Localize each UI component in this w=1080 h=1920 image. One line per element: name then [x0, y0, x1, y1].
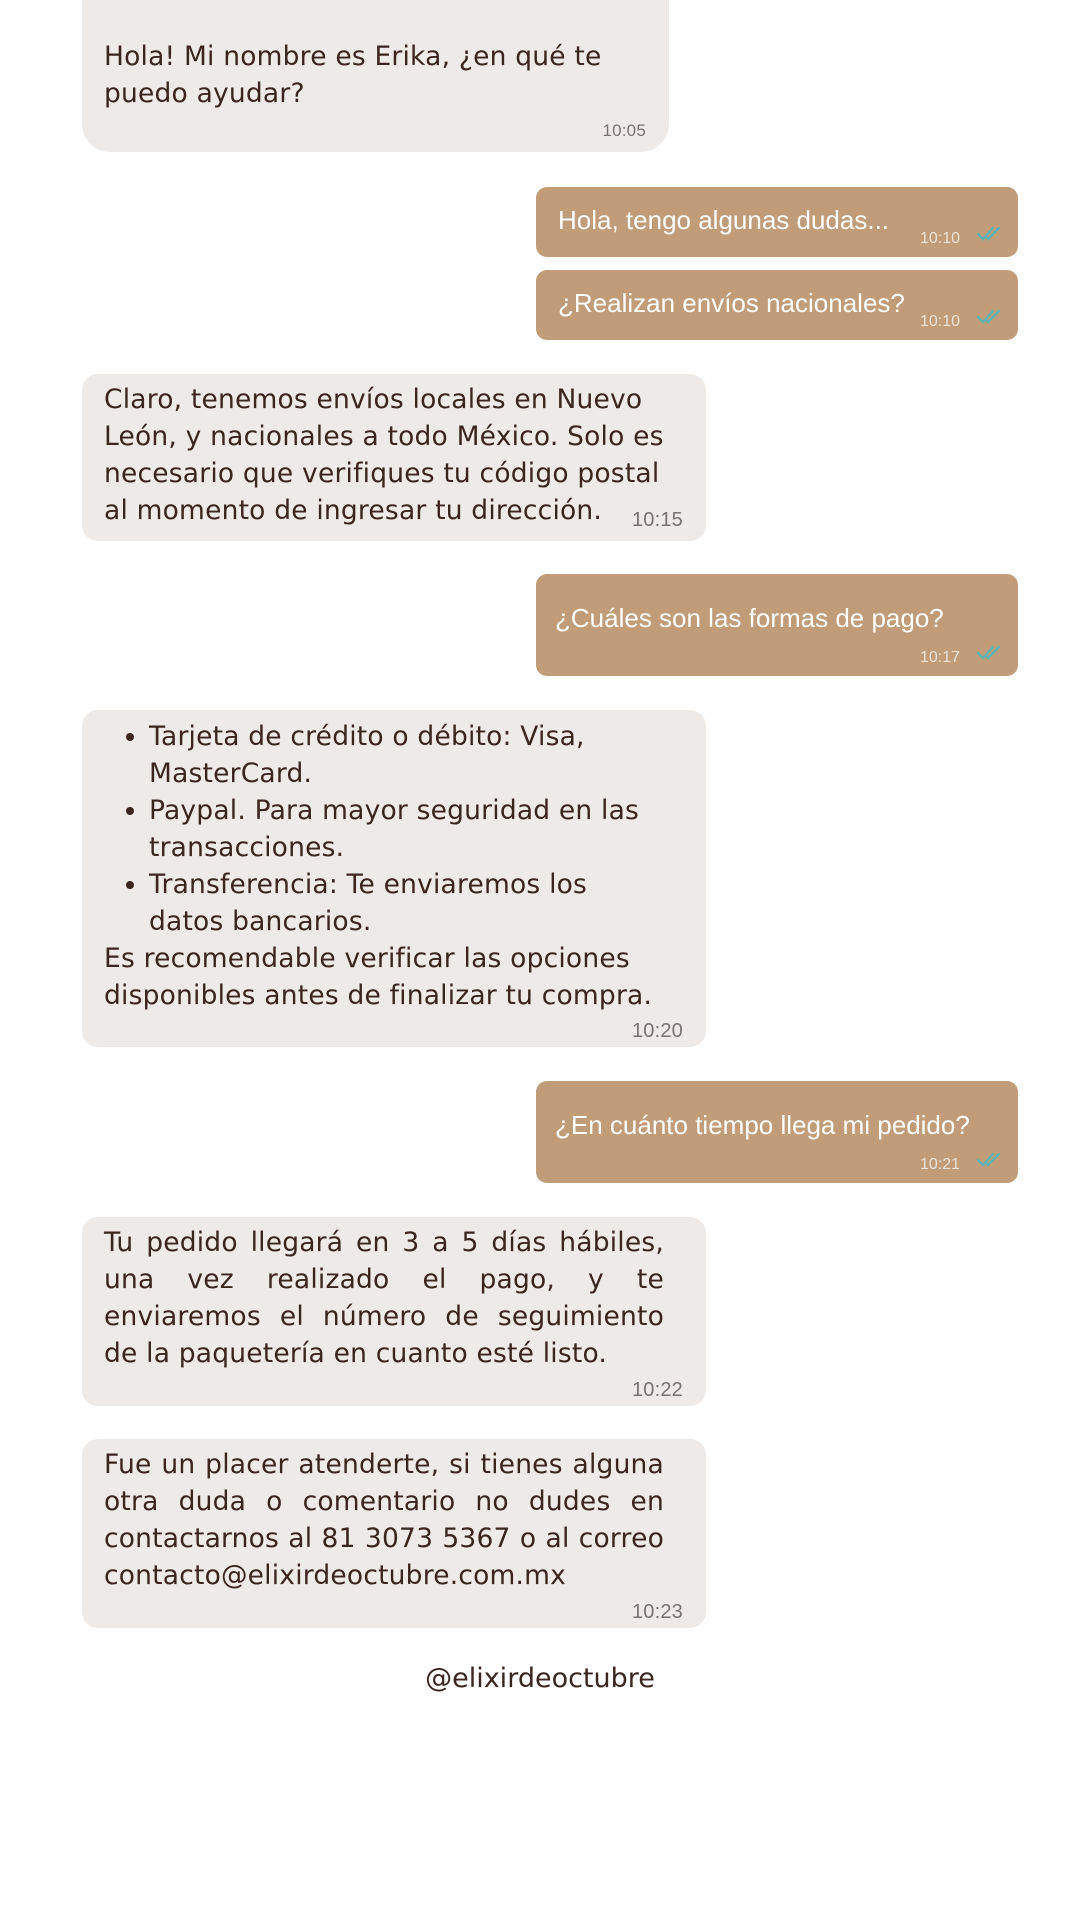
message-time: 10:22 [631, 1379, 683, 1401]
message-text-line: contacto@elixirdeoctubre.com.mx [104, 1560, 567, 1591]
payment-methods-list [104, 718, 706, 940]
message-bubble-outgoing [536, 187, 1018, 257]
message-text-line: al momento de ingresar tu dirección. [104, 495, 603, 526]
message-text-line: Fue un placer atenderte, si tienes alguna [104, 1449, 664, 1480]
message-bubble-incoming [82, 374, 706, 541]
message-text-line: Es recomendable verificar las opciones [104, 943, 630, 974]
message-time: 10:10 [919, 230, 960, 247]
message-text: ¿En cuánto tiempo llega mi pedido? [555, 1110, 970, 1140]
double-check-icon [976, 225, 1006, 241]
list-item-line: datos bancarios. [149, 906, 372, 937]
message-bubble-outgoing [536, 1081, 1018, 1183]
double-check-icon [976, 644, 1006, 660]
message-bubble-incoming [82, 1439, 706, 1628]
message-bubble-incoming [82, 710, 706, 1047]
double-check-icon [976, 1151, 1006, 1167]
message-text-line: León, y nacionales a todo México. Solo es [104, 421, 664, 452]
message-text-line: Hola! Mi nombre es Erika, ¿en qué te [104, 41, 602, 72]
message-time: 10:20 [631, 1020, 683, 1042]
message-time: 10:23 [631, 1601, 683, 1623]
double-check-icon [976, 308, 1006, 324]
list-item-line: transacciones. [149, 832, 345, 863]
message-bubble-outgoing [536, 270, 1018, 340]
brand-handle: @elixirdeoctubre [425, 1663, 655, 1694]
list-item-line: MasterCard. [149, 758, 313, 789]
message-text-line: una vez realizado el pago, y te [104, 1264, 664, 1295]
message-text-line: Tu pedido llegará en 3 a 5 días hábiles, [104, 1227, 664, 1258]
message-text-line: otra duda o comentario no dudes en [104, 1486, 664, 1517]
list-item-line: • Paypal. Para mayor seguridad en las [149, 795, 640, 826]
message-text-line: necesario que verifiques tu código postal [104, 458, 660, 489]
message-text-line: puedo ayudar? [104, 78, 305, 109]
message-text: Hola, tengo algunas dudas... [558, 205, 890, 235]
list-item-line: • Transferencia: Te enviaremos los [149, 869, 588, 900]
message-time: 10:15 [631, 509, 683, 531]
list-item [149, 866, 706, 940]
message-text: ¿Cuáles son las formas de pago? [555, 603, 944, 633]
list-item-line: • Tarjeta de crédito o débito: Visa, [149, 721, 585, 752]
message-time: 10:21 [919, 1156, 960, 1173]
message-text [104, 1224, 664, 1372]
message-time: 10:17 [919, 649, 960, 666]
message-text-line: disponibles antes de finalizar tu compra. [104, 980, 653, 1011]
message-text [104, 1446, 664, 1594]
message-time: 10:05 [602, 121, 646, 140]
message-bubble-incoming [82, 0, 669, 152]
message-text-line: contactarnos al 81 3073 5367 o al correo [104, 1523, 664, 1554]
message-bubble-outgoing [536, 574, 1018, 676]
message-text-line: de la paquetería en cuanto esté listo. [104, 1338, 608, 1369]
list-item [149, 718, 706, 792]
message-text-line: Claro, tenemos envíos locales en Nuevo [104, 384, 643, 415]
message-text: ¿Realizan envíos nacionales? [558, 288, 905, 318]
message-text-line: enviaremos el número de seguimiento [104, 1301, 664, 1332]
list-item [149, 792, 706, 866]
message-time: 10:10 [919, 313, 960, 330]
message-bubble-incoming [82, 1217, 706, 1406]
